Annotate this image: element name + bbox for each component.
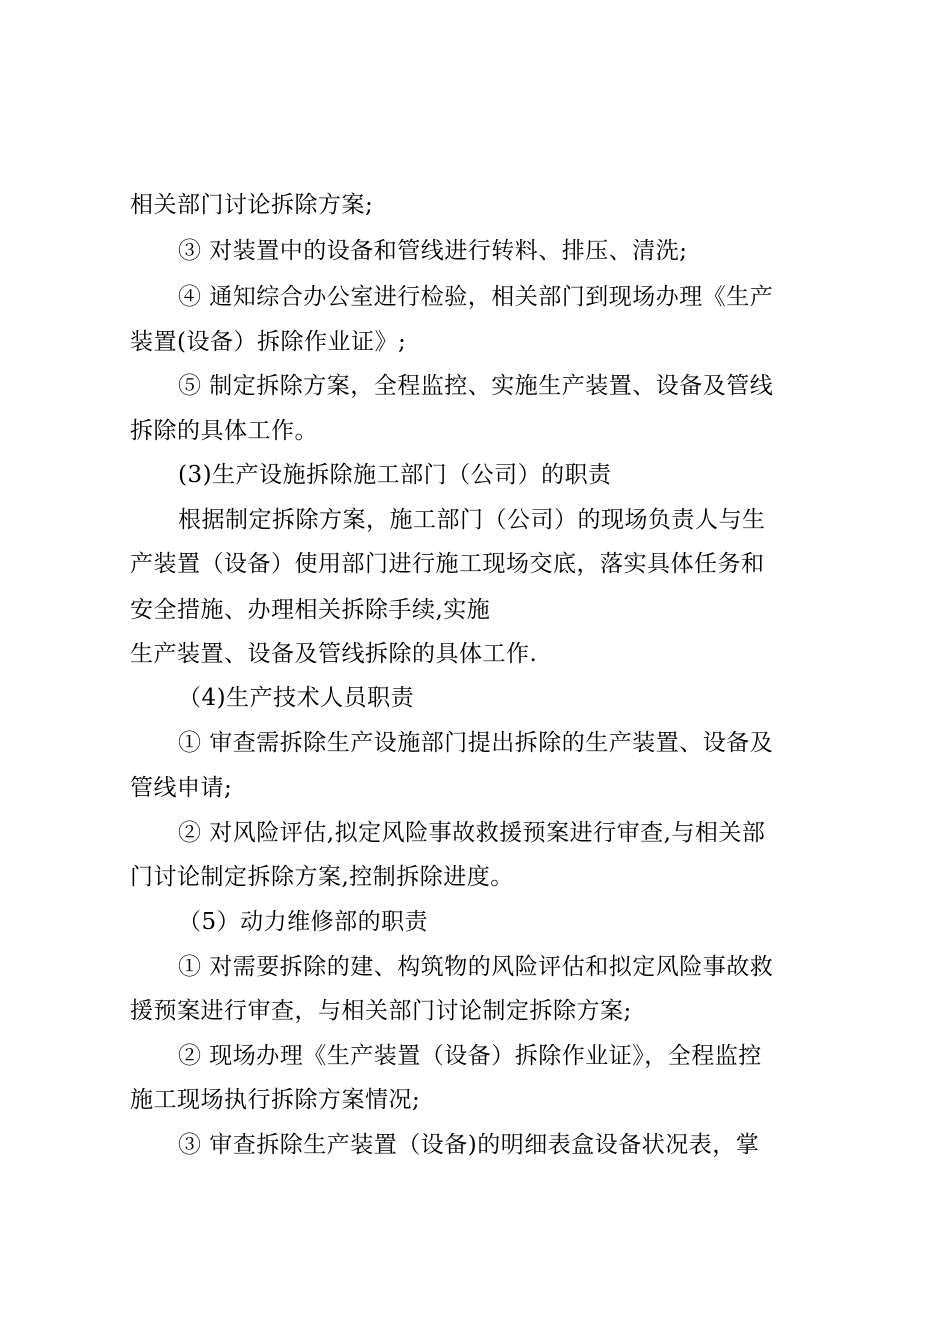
text-line-14: 管线申请;	[130, 775, 233, 801]
section-heading-3: (3)生产设施拆除施工部门（公司）的职责	[178, 462, 612, 488]
text-line-10: 安全措施、办理相关拆除手续,实施	[130, 597, 491, 623]
text-line-4: 装置(设备）拆除作业证》;	[130, 329, 407, 355]
text-line-9: 产装置（设备）使用部门进行施工现场交底，落实具体任务和	[130, 551, 765, 577]
text-line-20: ② 现场办理《生产装置（设备）拆除作业证》，全程监控	[178, 1043, 762, 1069]
text-line-18: ① 对需要拆除的建、构筑物的风险评估和拟定风险事故救	[178, 954, 774, 980]
text-line-2: ③ 对装置中的设备和管线进行转料、排压、清洗;	[178, 238, 688, 264]
text-line-8: 根据制定拆除方案，施工部门（公司）的现场负责人与生	[178, 507, 766, 533]
text-line-16: 门讨论制定拆除方案,控制拆除进度。	[130, 864, 514, 890]
text-line-13: ① 审查需拆除生产设施部门提出拆除的生产装置、设备及	[178, 730, 774, 756]
text-line-6: 拆除的具体工作。	[130, 418, 318, 444]
text-line-15: ② 对风险评估,拟定风险事故救援预案进行审查,与相关部	[178, 820, 766, 846]
text-line-3: ④ 通知综合办公室进行检验，相关部门到现场办理《生产	[178, 284, 774, 310]
section-heading-5: （5）动力维修部的职责	[178, 909, 429, 935]
text-line-1: 相关部门讨论拆除方案;	[130, 192, 374, 218]
text-line-21: 施工现场执行拆除方案情况;	[130, 1087, 421, 1113]
text-line-5: ⑤ 制定拆除方案，全程监控、实施生产装置、设备及管线	[178, 373, 774, 399]
text-line-22: ③ 审查拆除生产装置（设备)的明细表盒设备状况表，掌	[178, 1132, 760, 1158]
text-line-19: 援预案进行审查，与相关部门讨论制定拆除方案;	[130, 998, 632, 1024]
text-line-11: 生产装置、设备及管线拆除的具体工作.	[130, 641, 538, 667]
section-heading-4: （4)生产技术人员职责	[178, 685, 415, 711]
